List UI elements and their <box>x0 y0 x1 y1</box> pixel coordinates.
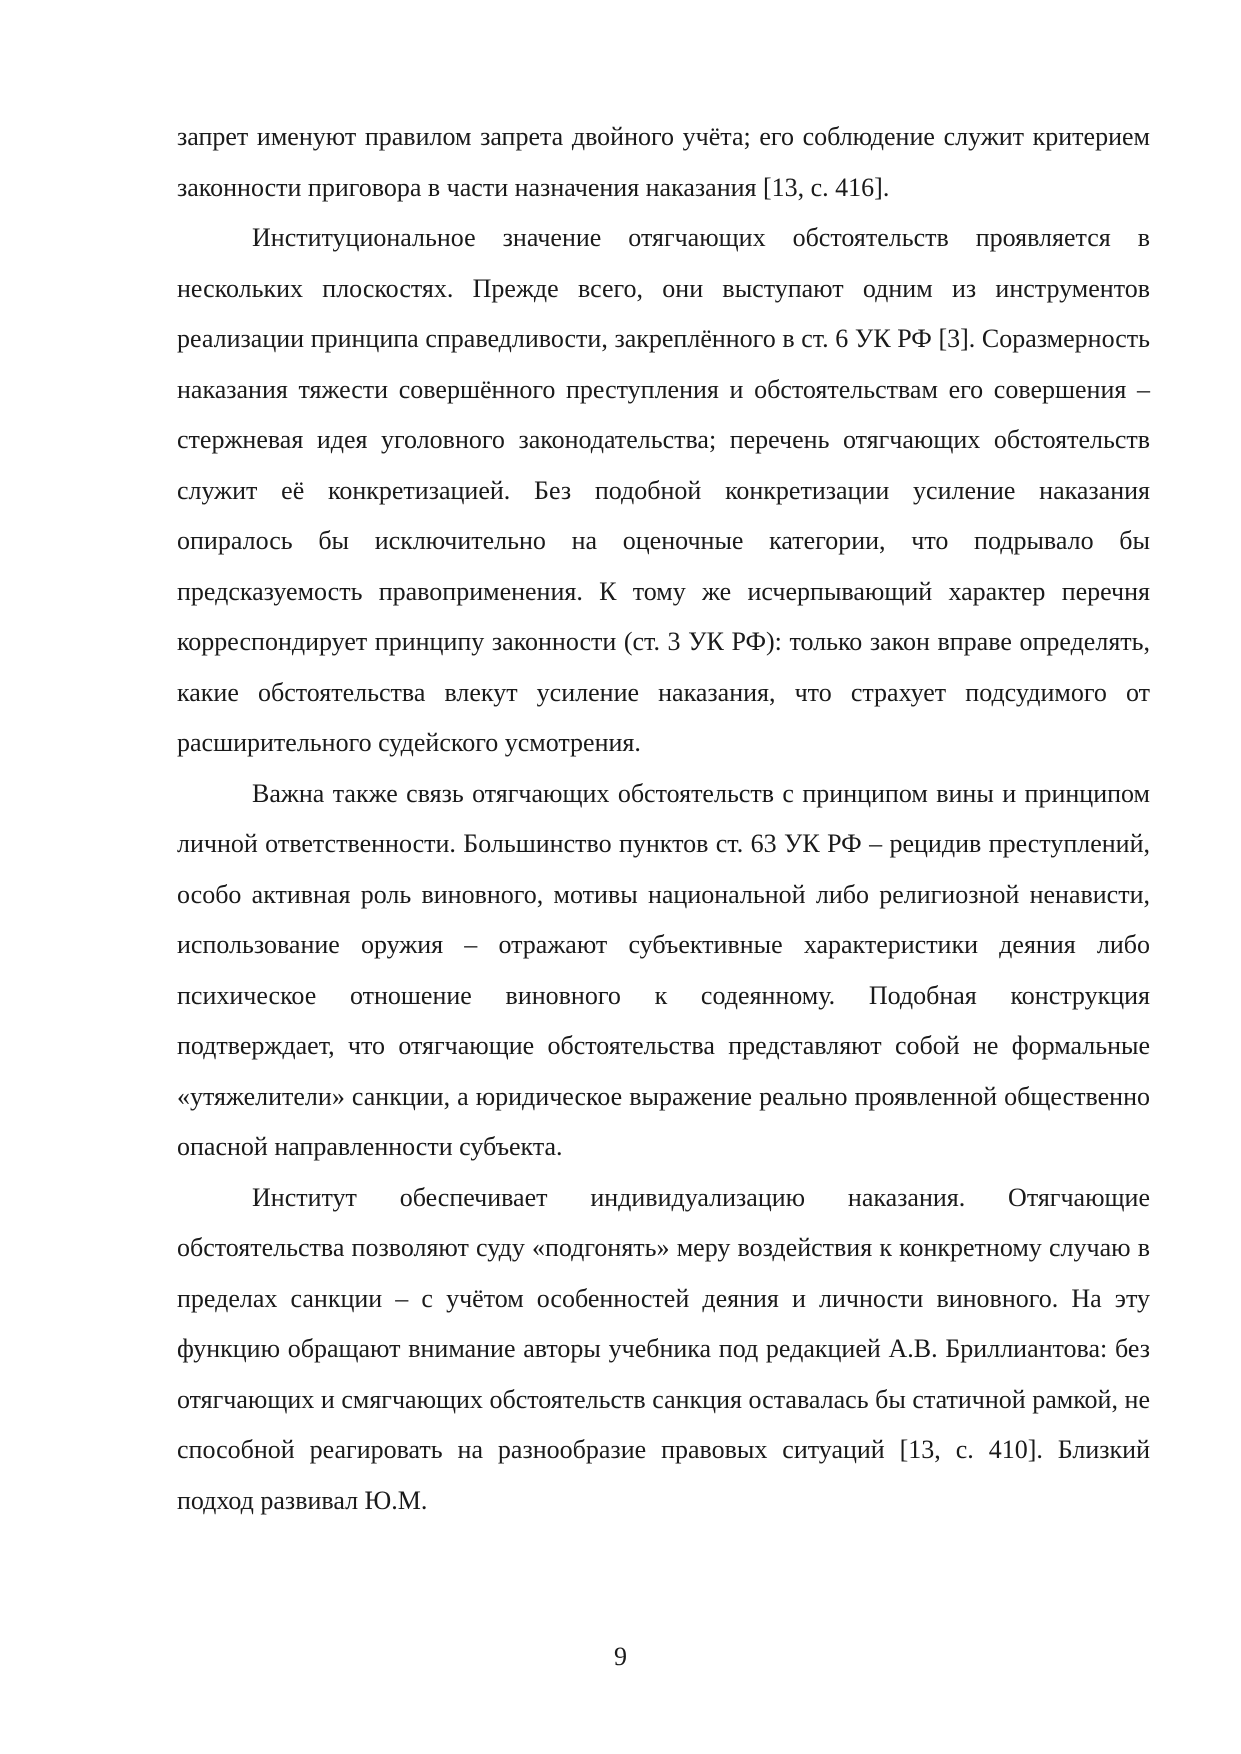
paragraph-guilt-principle: Важна также связь отягчающих обстоятельств с принципом вины и принципом личной ответственности. Большинство пунктов ст. 63 УК РФ – рецидив преступлений, особо активная роль виновного, мотивы национальной либо религиозной ненависти, использование оружия – отражают субъективные характеристики деяния либо психическое отношение виновного к содеянному. Подобная конструкция подтверждает, что отягчающие обстоятельства представляют собой не формальные «утяжелители» санкции, а юридическое выражение реально проявленной общественно опасной направленности субъекта. <box>177 778 1150 1161</box>
page-number: 9 <box>614 1642 627 1671</box>
paragraph-continuation: запрет именуют правилом запрета двойного учёта; его соблюдение служит критерием законности приговора в части назначения наказания [13, с. 416]. <box>177 122 1150 202</box>
paragraph-institutional-significance: Институциональное значение отягчающих обстоятельств проявляется в нескольких плоскостях. Прежде всего, они выступают одним из инструментов реализации принципа справедливости, закреплённого в ст. 6 УК РФ [3]. Соразмерность наказания тяжести совершённого преступления и обстоятельствам его совершения – стержневая идея уголовного законодательства; перечень отягчающих обстоятельств служит её конкретизацией. Без подобной конкретизации усиление наказания опиралось бы исключительно на оценочные категории, что подрывало бы предсказуемость правоприменения. К тому же исчерпывающий характер перечня корреспондирует принципу законности (ст. 3 УК РФ): только закон вправе определять, какие обстоятельства влекут усиление наказания, что страхует подсудимого от расширительного судейского усмотрения. <box>177 223 1150 757</box>
body-text <box>177 112 1150 1526</box>
paragraph-individualization: Институт обеспечивает индивидуализацию наказания. Отягчающие обстоятельства позволяют суду «подгонять» меру воздействия к конкретному случаю в пределах санкции – с учётом особенностей деяния и личности виновного. На эту функцию обращают внимание авторы учебника под редакцией А.В. Бриллиантова: без отягчающих и смягчающих обстоятельств санкция оставалась бы статичной рамкой, не способной реагировать на разнообразие правовых ситуаций [13, с. 410]. Близкий подход развивал Ю.М. <box>177 1182 1150 1515</box>
